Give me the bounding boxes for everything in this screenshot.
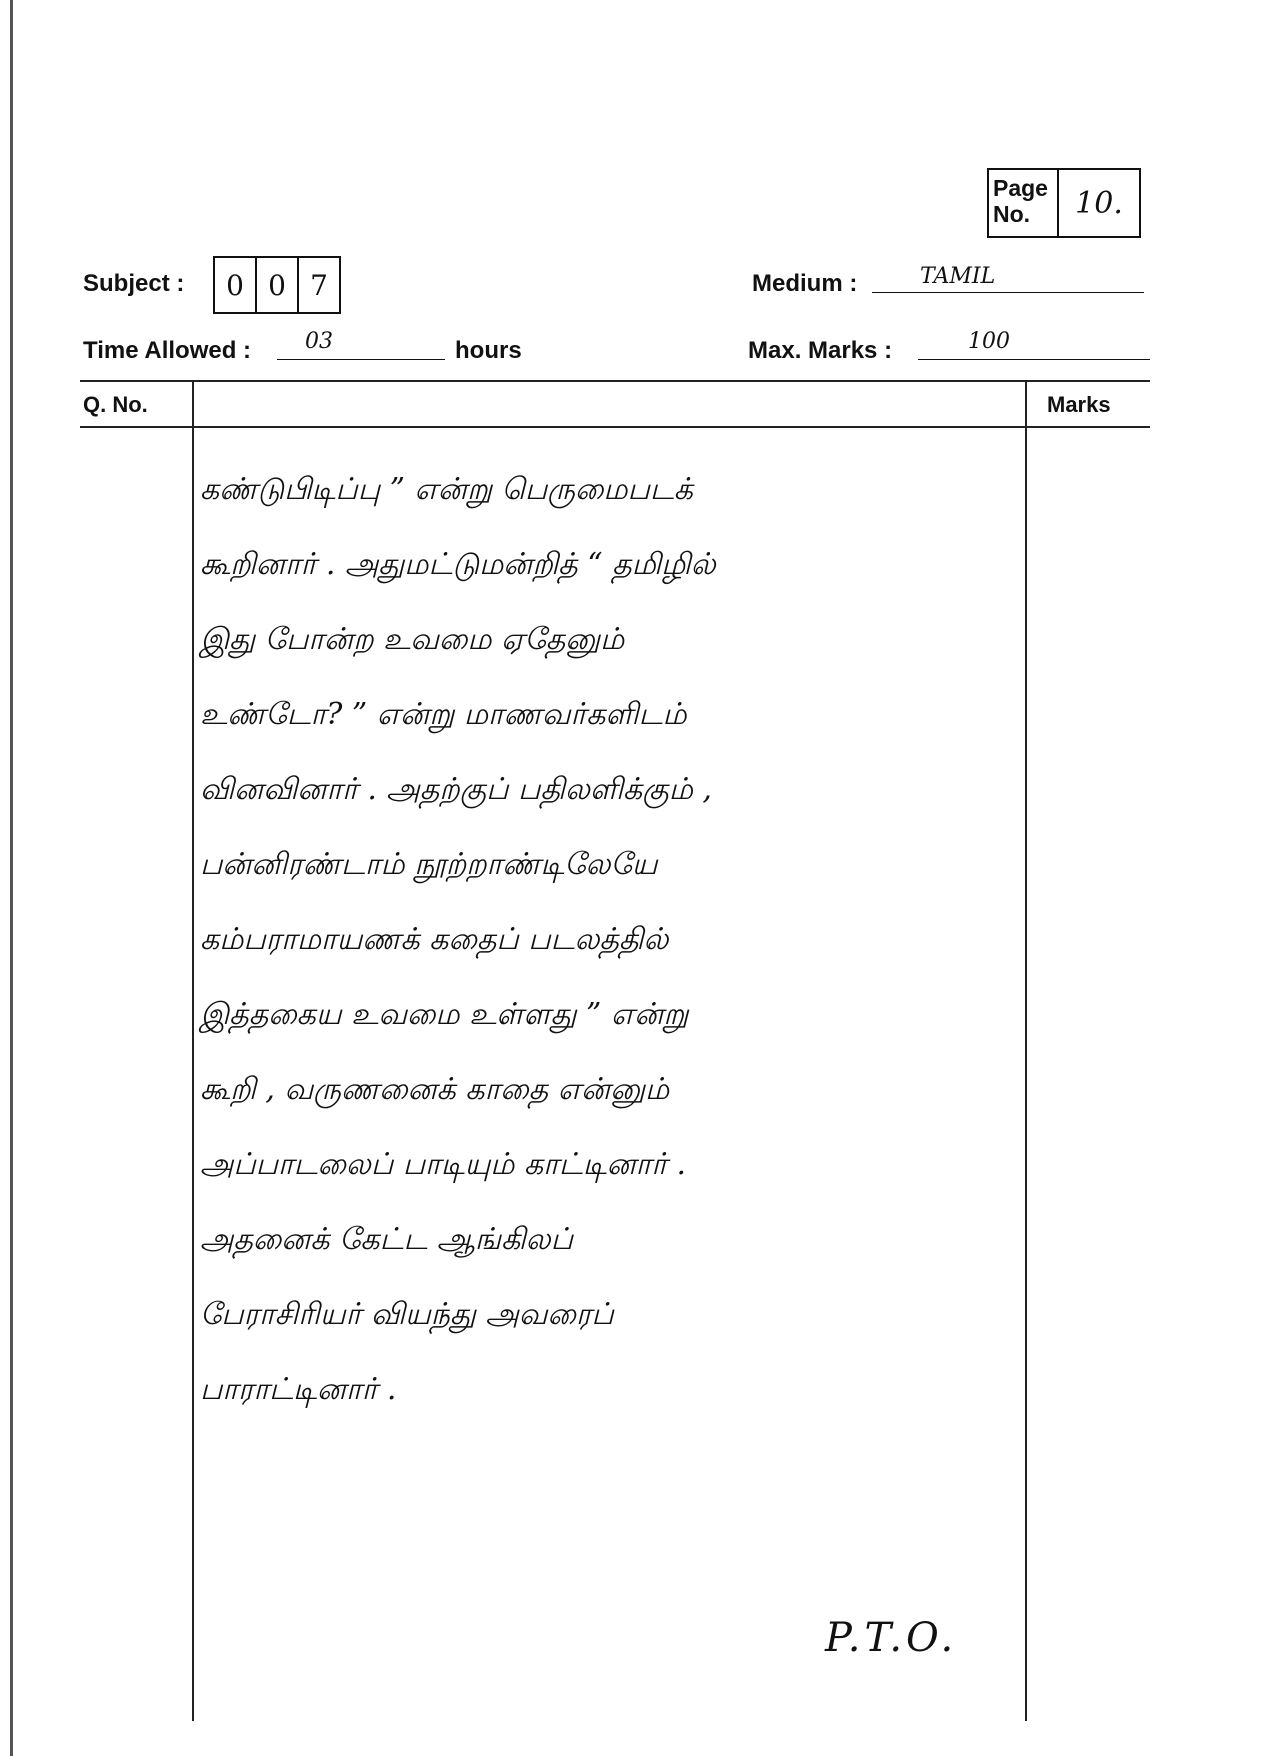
table-header-rule	[80, 426, 1150, 428]
qno-header: Q. No.	[83, 392, 148, 417]
medium-underline	[872, 292, 1144, 293]
max-marks-value: 100	[968, 329, 1010, 354]
answer-line: இது போன்ற உவமை ஏதேனும்	[200, 622, 625, 657]
max-marks-underline	[918, 359, 1150, 360]
answer-line: பாராட்டினார் .	[200, 1372, 397, 1407]
time-allowed-label: Time Allowed :	[83, 337, 252, 364]
time-allowed-underline	[277, 359, 445, 360]
marks-header: Marks	[1047, 392, 1111, 417]
handwritten-answer	[200, 452, 1030, 1427]
answer-line: வினவினார் . அதற்குப் பதிலளிக்கும் ,	[200, 772, 712, 807]
answer-line: பன்னிரண்டாம் நூற்றாண்டிலேயே	[200, 847, 658, 882]
answer-line: உண்டோ? ” என்று மாணவர்களிடம்	[200, 697, 687, 732]
medium-label: Medium :	[752, 270, 858, 297]
subject-code-digit: 7	[297, 258, 339, 312]
medium-value: TAMIL	[920, 264, 996, 289]
subject-code-boxes	[213, 256, 341, 314]
subject-label: Subject :	[83, 270, 185, 297]
answer-line: கூறி , வருணனைக் காதை என்னும்	[200, 1072, 670, 1107]
answer-line: கண்டுபிடிப்பு ” என்று பெருமைபடக்	[200, 472, 693, 507]
table-top-rule	[80, 380, 1150, 382]
answer-line: அதனைக் கேட்ட ஆங்கிலப்	[200, 1222, 573, 1257]
please-turn-over: P.T.O.	[825, 1615, 958, 1661]
max-marks-label: Max. Marks :	[748, 337, 893, 364]
answer-line: கம்பராமாயணக் கதைப் படலத்தில்	[200, 922, 669, 957]
answer-line: கூறினார் . அதுமட்டுமன்றித் “ தமிழில்	[200, 547, 716, 582]
page-number-value: 10.	[1075, 185, 1123, 221]
subject-code-digit: 0	[255, 258, 297, 312]
page-number-label: Page No.	[989, 170, 1059, 236]
left-margin-rule	[10, 0, 13, 1756]
answer-line: இத்தகைய உவமை உள்ளது ” என்று	[200, 997, 689, 1032]
answer-line: பேராசிரியர் வியந்து அவரைப்	[200, 1297, 614, 1332]
answer-line: அப்பாடலைப் பாடியும் காட்டினார் .	[200, 1147, 687, 1182]
page-number-box	[987, 168, 1141, 238]
time-allowed-value: 03	[305, 329, 333, 354]
subject-code-digit: 0	[226, 268, 244, 302]
time-unit-label: hours	[455, 337, 522, 364]
qno-column-divider	[192, 381, 194, 1721]
